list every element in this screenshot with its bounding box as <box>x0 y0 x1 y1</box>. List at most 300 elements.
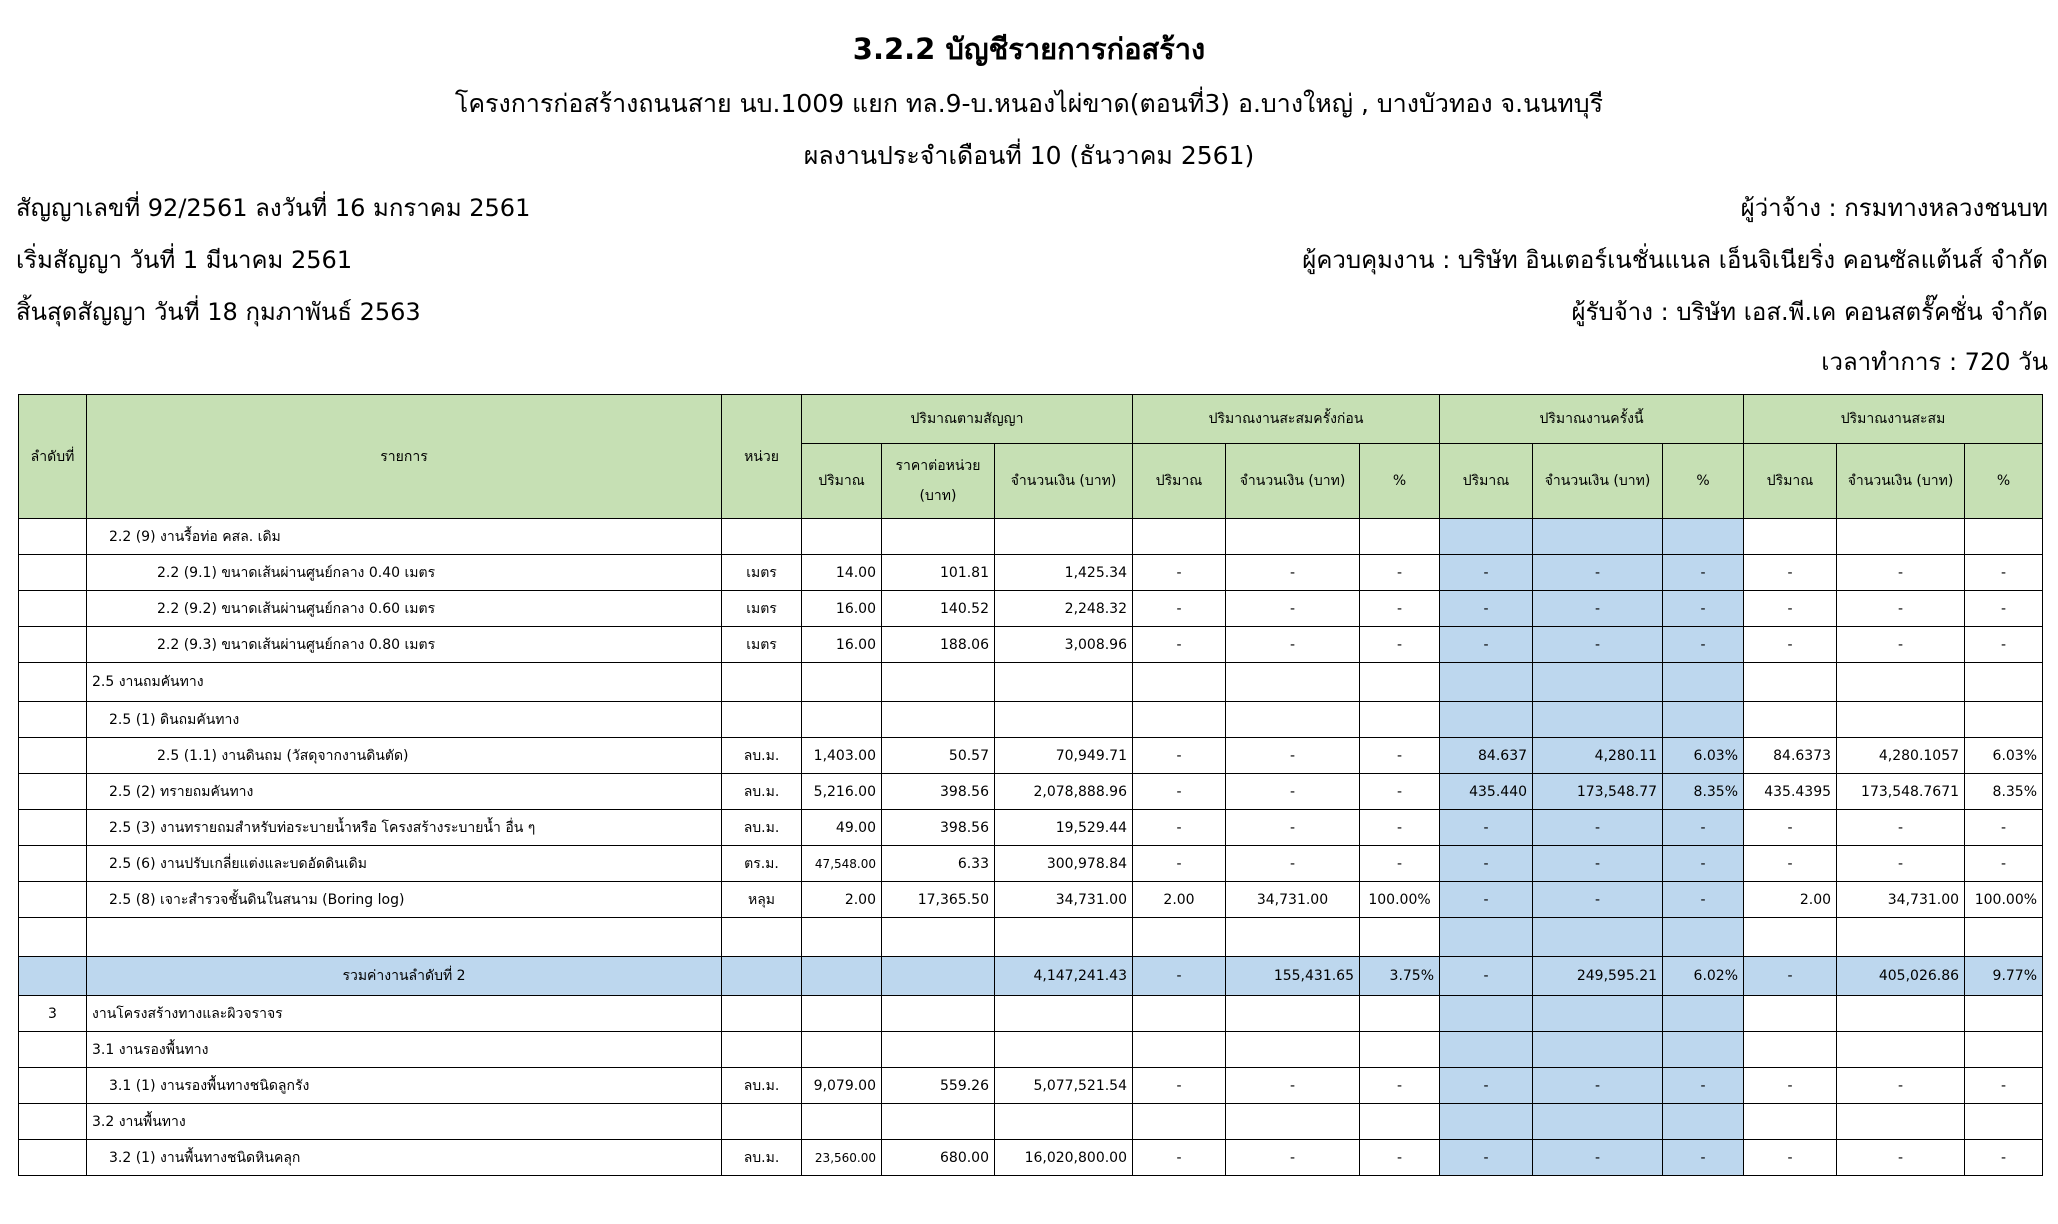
cell-cum-amount: - <box>1837 1140 1965 1176</box>
cell-cum-percent: 100.00% <box>1965 882 2043 918</box>
cell-cum-percent: 6.03% <box>1965 738 2043 774</box>
cell-no <box>19 519 87 555</box>
cell-item <box>87 918 722 957</box>
table-row <box>19 882 2043 918</box>
cell-cum-percent: - <box>1965 810 2043 846</box>
cell-cur-amount <box>1533 1104 1663 1140</box>
cell-prev-qty: - <box>1133 1068 1226 1104</box>
cell-unit <box>722 1032 802 1068</box>
cell-cum-qty: 84.6373 <box>1744 738 1837 774</box>
table-row <box>19 846 2043 882</box>
cell-contract-qty: 5,216.00 <box>802 774 882 810</box>
cell-unit: ลบ.ม. <box>722 774 802 810</box>
cell-cur-qty: - <box>1440 591 1533 627</box>
table-row <box>19 774 2043 810</box>
cell-item: 2.5 (2) ทรายถมคันทาง <box>87 774 722 810</box>
cell-unit-price: 559.26 <box>882 1068 995 1104</box>
cell-unit-price: 50.57 <box>882 738 995 774</box>
cell-cum-amount: 173,548.7671 <box>1837 774 1965 810</box>
cell-cum-qty: - <box>1744 810 1837 846</box>
cell-cur-percent: 8.35% <box>1663 774 1744 810</box>
cell-cum-percent: - <box>1965 1068 2043 1104</box>
cell-prev-qty: - <box>1133 555 1226 591</box>
cell-prev-qty: - <box>1133 591 1226 627</box>
cell-contract-qty <box>802 702 882 738</box>
cell-unit-price: 680.00 <box>882 1140 995 1176</box>
table-row <box>19 738 2043 774</box>
cell-cum-percent <box>1965 1032 2043 1068</box>
table-row <box>19 519 2043 555</box>
cell-prev-percent <box>1360 1032 1440 1068</box>
cell-cum-amount: - <box>1837 555 1965 591</box>
cell-prev-qty <box>1133 663 1226 702</box>
cell-contract-qty <box>802 519 882 555</box>
cell-item: 2.5 (1) ดินถมคันทาง <box>87 702 722 738</box>
cell-cur-amount: - <box>1533 1140 1663 1176</box>
cell-contract-amount <box>995 918 1133 957</box>
cell-prev-amount <box>1226 996 1360 1032</box>
col-contract-qty: ปริมาณ <box>802 444 882 519</box>
cell-cur-percent: - <box>1663 591 1744 627</box>
cell-cur-qty: - <box>1440 1140 1533 1176</box>
cell-no <box>19 663 87 702</box>
cell-cur-percent: - <box>1663 627 1744 663</box>
cell-cur-amount: 173,548.77 <box>1533 774 1663 810</box>
cell-cur-amount <box>1533 702 1663 738</box>
table-row <box>19 702 2043 738</box>
cell-no: 3 <box>19 996 87 1032</box>
cell-cur-percent: - <box>1663 1140 1744 1176</box>
cell-cur-percent: - <box>1663 846 1744 882</box>
group-previous: ปริมาณงานสะสมครั้งก่อน <box>1133 395 1440 444</box>
cell-cur-amount: - <box>1533 1068 1663 1104</box>
cell-prev-percent: 100.00% <box>1360 882 1440 918</box>
cell-unit <box>722 519 802 555</box>
total-cum-qty: - <box>1744 957 1837 996</box>
cell-unit: ลบ.ม. <box>722 810 802 846</box>
cell-cum-qty: - <box>1744 591 1837 627</box>
cell-contract-qty: 14.00 <box>802 555 882 591</box>
cell-cur-qty: - <box>1440 810 1533 846</box>
cell-prev-percent <box>1360 918 1440 957</box>
cell-item: 2.5 (8) เจาะสำรวจชั้นดินในสนาม (Boring log) <box>87 882 722 918</box>
cell-unit-price: 17,365.50 <box>882 882 995 918</box>
cell-prev-percent <box>1360 1104 1440 1140</box>
cell-item: 2.2 (9.2) ขนาดเส้นผ่านศูนย์กลาง 0.60 เมตร <box>87 591 722 627</box>
cell-prev-amount: - <box>1226 846 1360 882</box>
total-cur-qty: - <box>1440 957 1533 996</box>
cell-contract-amount <box>995 702 1133 738</box>
construction-items-table <box>18 394 2043 1176</box>
cell-unit: ลบ.ม. <box>722 1068 802 1104</box>
cell-prev-qty <box>1133 702 1226 738</box>
supervisor: ผู้ควบคุมงาน : บริษัท อินเตอร์เนชั่นแนล เอ็นจิเนียริ่ง คอนซัลแต้นส์ จำกัด <box>1302 246 2048 274</box>
table-row <box>19 555 2043 591</box>
cell-cur-percent <box>1663 1032 1744 1068</box>
table-row <box>19 627 2043 663</box>
cell-contract-amount <box>995 663 1133 702</box>
cell-cur-qty <box>1440 702 1533 738</box>
cell-unit-price <box>882 663 995 702</box>
cell-cum-percent: 8.35% <box>1965 774 2043 810</box>
cell-prev-qty <box>1133 1104 1226 1140</box>
cell-no <box>19 918 87 957</box>
cell-cum-amount: - <box>1837 627 1965 663</box>
col-contract-amount: จำนวนเงิน (บาท) <box>995 444 1133 519</box>
cell-prev-qty: - <box>1133 774 1226 810</box>
table-body-section-2 <box>19 519 2043 957</box>
total-label: รวมค่างานลำดับที่ 2 <box>87 957 722 996</box>
cell-item: 2.2 (9) งานรื้อท่อ คสล. เดิม <box>87 519 722 555</box>
cell-prev-percent: - <box>1360 1068 1440 1104</box>
total-cur-amount: 249,595.21 <box>1533 957 1663 996</box>
cell-contract-amount: 1,425.34 <box>995 555 1133 591</box>
cell-cur-qty <box>1440 663 1533 702</box>
cell-no <box>19 882 87 918</box>
cell-prev-qty: 2.00 <box>1133 882 1226 918</box>
cell-prev-percent: - <box>1360 627 1440 663</box>
cell-cum-amount <box>1837 1104 1965 1140</box>
cell-cum-percent <box>1965 663 2043 702</box>
cell-contract-amount: 16,020,800.00 <box>995 1140 1133 1176</box>
cell-cum-qty <box>1744 663 1837 702</box>
cell-no <box>19 555 87 591</box>
cell-cum-amount: - <box>1837 591 1965 627</box>
cell-prev-amount <box>1226 1032 1360 1068</box>
cell-prev-amount: - <box>1226 1068 1360 1104</box>
cell-cum-qty: - <box>1744 846 1837 882</box>
cell-item: 3.1 (1) งานรองพื้นทางชนิดลูกรัง <box>87 1068 722 1104</box>
cell-cur-percent <box>1663 519 1744 555</box>
cell-cum-percent <box>1965 996 2043 1032</box>
cell-contract-amount: 3,008.96 <box>995 627 1133 663</box>
table-row <box>19 996 2043 1032</box>
cell-prev-percent: - <box>1360 846 1440 882</box>
cell-prev-amount <box>1226 663 1360 702</box>
cell-cur-percent <box>1663 663 1744 702</box>
col-cur-amount: จำนวนเงิน (บาท) <box>1533 444 1663 519</box>
cell-cum-qty <box>1744 1104 1837 1140</box>
group-contract: ปริมาณตามสัญญา <box>802 395 1133 444</box>
total-price <box>882 957 995 996</box>
contract-start: เริ่มสัญญา วันที่ 1 มีนาคม 2561 <box>16 246 353 274</box>
cell-cur-qty: - <box>1440 882 1533 918</box>
cell-prev-amount: 34,731.00 <box>1226 882 1360 918</box>
cell-no <box>19 1032 87 1068</box>
cell-prev-amount: - <box>1226 738 1360 774</box>
cell-cur-amount: - <box>1533 846 1663 882</box>
cell-cum-qty <box>1744 702 1837 738</box>
cell-cur-percent <box>1663 996 1744 1032</box>
cell-cur-qty: 84.637 <box>1440 738 1533 774</box>
cell-prev-percent: - <box>1360 591 1440 627</box>
cell-contract-qty: 16.00 <box>802 627 882 663</box>
cell-prev-amount: - <box>1226 810 1360 846</box>
cell-cum-amount: - <box>1837 846 1965 882</box>
cell-prev-amount: - <box>1226 774 1360 810</box>
cell-cur-amount <box>1533 996 1663 1032</box>
cell-unit-price: 101.81 <box>882 555 995 591</box>
cell-unit-price <box>882 1032 995 1068</box>
cell-contract-amount <box>995 1032 1133 1068</box>
cell-prev-qty: - <box>1133 627 1226 663</box>
cell-cum-percent: - <box>1965 1140 2043 1176</box>
cell-unit <box>722 918 802 957</box>
cell-item: 2.5 (1.1) งานดินถม (วัสดุจากงานดินตัด) <box>87 738 722 774</box>
cell-no <box>19 846 87 882</box>
project-name: โครงการก่อสร้างถนนสาย นบ.1009 แยก ทล.9-บ.หนองไผ่ขาด(ตอนที่3) อ.บางใหญ่ , บางบัวทอง จ.นนทบุรี <box>454 89 1604 118</box>
cell-cur-percent: 6.03% <box>1663 738 1744 774</box>
cell-unit <box>722 1104 802 1140</box>
total-no <box>19 957 87 996</box>
cell-contract-amount <box>995 996 1133 1032</box>
cell-item: 2.2 (9.3) ขนาดเส้นผ่านศูนย์กลาง 0.80 เมตร <box>87 627 722 663</box>
col-prev-amount: จำนวนเงิน (บาท) <box>1226 444 1360 519</box>
cell-cum-percent: - <box>1965 846 2043 882</box>
cell-prev-percent <box>1360 996 1440 1032</box>
cell-prev-amount <box>1226 918 1360 957</box>
cell-prev-amount <box>1226 519 1360 555</box>
cell-contract-amount: 2,248.32 <box>995 591 1133 627</box>
cell-item: 3.1 งานรองพื้นทาง <box>87 1032 722 1068</box>
cell-no <box>19 591 87 627</box>
work-duration: เวลาทำการ : 720 วัน <box>1821 348 2048 376</box>
cell-cum-amount: - <box>1837 810 1965 846</box>
cell-unit-price: 398.56 <box>882 810 995 846</box>
cell-contract-qty: 1,403.00 <box>802 738 882 774</box>
table-row <box>19 1140 2043 1176</box>
cell-cum-qty: 435.4395 <box>1744 774 1837 810</box>
total-prev-amount: 155,431.65 <box>1226 957 1360 996</box>
contract-number: สัญญาเลขที่ 92/2561 ลงวันที่ 16 มกราคม 2561 <box>16 194 531 222</box>
cell-prev-percent <box>1360 519 1440 555</box>
cell-no <box>19 810 87 846</box>
cell-prev-qty: - <box>1133 810 1226 846</box>
cell-cum-amount <box>1837 519 1965 555</box>
cell-cur-amount: - <box>1533 810 1663 846</box>
cell-contract-amount: 19,529.44 <box>995 810 1133 846</box>
cell-prev-percent: - <box>1360 738 1440 774</box>
cell-cum-amount <box>1837 1032 1965 1068</box>
cell-cur-qty: - <box>1440 627 1533 663</box>
cell-cum-qty <box>1744 918 1837 957</box>
cell-cum-percent <box>1965 918 2043 957</box>
col-prev-percent: % <box>1360 444 1440 519</box>
col-cum-amount: จำนวนเงิน (บาท) <box>1837 444 1965 519</box>
cell-item: 3.2 (1) งานพื้นทางชนิดหินคลุก <box>87 1140 722 1176</box>
cell-contract-qty <box>802 663 882 702</box>
total-cum-amount: 405,026.86 <box>1837 957 1965 996</box>
total-prev-percent: 3.75% <box>1360 957 1440 996</box>
cell-unit <box>722 663 802 702</box>
cell-unit: หลุม <box>722 882 802 918</box>
table-row <box>19 918 2043 957</box>
cell-cur-qty <box>1440 1032 1533 1068</box>
cell-cur-amount: - <box>1533 627 1663 663</box>
cell-prev-percent: - <box>1360 1140 1440 1176</box>
cell-cur-percent: - <box>1663 555 1744 591</box>
cell-cum-percent <box>1965 702 2043 738</box>
cell-item: 3.2 งานพื้นทาง <box>87 1104 722 1140</box>
document-title: 3.2.2 บัญชีรายการก่อสร้าง <box>852 32 1206 66</box>
cell-prev-percent: - <box>1360 774 1440 810</box>
cell-cur-qty <box>1440 519 1533 555</box>
col-no: ลำดับที่ <box>19 395 87 519</box>
cell-cur-qty <box>1440 1104 1533 1140</box>
cell-cum-percent: - <box>1965 591 2043 627</box>
cell-unit-price <box>882 1104 995 1140</box>
cell-prev-percent: - <box>1360 810 1440 846</box>
cell-contract-qty <box>802 1032 882 1068</box>
total-unit <box>722 957 802 996</box>
cell-unit: เมตร <box>722 591 802 627</box>
cell-unit: ลบ.ม. <box>722 738 802 774</box>
total-contract-amount: 4,147,241.43 <box>995 957 1133 996</box>
table-row <box>19 1104 2043 1140</box>
cell-prev-qty: - <box>1133 846 1226 882</box>
cell-cum-qty: - <box>1744 1068 1837 1104</box>
cell-contract-qty: 49.00 <box>802 810 882 846</box>
cell-no <box>19 738 87 774</box>
group-current: ปริมาณงานครั้งนี้ <box>1440 395 1744 444</box>
cell-contract-amount: 34,731.00 <box>995 882 1133 918</box>
cell-cur-amount <box>1533 519 1663 555</box>
contract-end: สิ้นสุดสัญญา วันที่ 18 กุมภาพันธ์ 2563 <box>16 298 421 326</box>
col-cum-percent: % <box>1965 444 2043 519</box>
cell-contract-qty: 16.00 <box>802 591 882 627</box>
cell-cur-amount: - <box>1533 591 1663 627</box>
cell-cur-qty: - <box>1440 1068 1533 1104</box>
cell-contract-qty <box>802 996 882 1032</box>
cell-cum-qty: - <box>1744 1140 1837 1176</box>
col-item: รายการ <box>87 395 722 519</box>
cell-unit: เมตร <box>722 627 802 663</box>
cell-cum-qty: 2.00 <box>1744 882 1837 918</box>
cell-contract-qty: 47,548.00 <box>802 846 882 882</box>
cell-cur-percent <box>1663 918 1744 957</box>
cell-cur-amount: 4,280.11 <box>1533 738 1663 774</box>
cell-unit-price: 140.52 <box>882 591 995 627</box>
col-prev-qty: ปริมาณ <box>1133 444 1226 519</box>
cell-cum-qty <box>1744 996 1837 1032</box>
cell-no <box>19 1104 87 1140</box>
cell-contract-amount: 5,077,521.54 <box>995 1068 1133 1104</box>
total-row <box>19 957 2043 996</box>
col-unit-price: ราคาต่อหน่วย (บาท) <box>882 444 995 519</box>
cell-contract-amount: 2,078,888.96 <box>995 774 1133 810</box>
cell-prev-percent: - <box>1360 555 1440 591</box>
contractor: ผู้รับจ้าง : บริษัท เอส.พี.เค คอนสตรั๊คชั่น จำกัด <box>1571 298 2048 326</box>
cell-prev-qty <box>1133 519 1226 555</box>
cell-prev-amount: - <box>1226 1140 1360 1176</box>
cell-cum-amount <box>1837 996 1965 1032</box>
cell-unit-price: 6.33 <box>882 846 995 882</box>
cell-cum-amount: - <box>1837 1068 1965 1104</box>
cell-item: 2.5 (3) งานทรายถมสำหรับท่อระบายน้ำหรือ โครงสร้างระบายน้ำ อื่น ๆ <box>87 810 722 846</box>
cell-cur-amount <box>1533 1032 1663 1068</box>
cell-prev-qty: - <box>1133 1140 1226 1176</box>
cell-unit-price <box>882 702 995 738</box>
cell-unit <box>722 702 802 738</box>
cell-no <box>19 702 87 738</box>
cell-prev-qty: - <box>1133 738 1226 774</box>
cell-cur-amount <box>1533 663 1663 702</box>
cell-contract-amount: 70,949.71 <box>995 738 1133 774</box>
cell-prev-qty <box>1133 996 1226 1032</box>
cell-unit <box>722 996 802 1032</box>
cell-unit: เมตร <box>722 555 802 591</box>
cell-item: 2.5 (6) งานปรับเกลี่ยแต่งและบดอัดดินเดิม <box>87 846 722 882</box>
cell-cum-qty: - <box>1744 627 1837 663</box>
cell-cur-percent: - <box>1663 810 1744 846</box>
cell-cur-percent: - <box>1663 1068 1744 1104</box>
cell-item: 2.5 งานถมคันทาง <box>87 663 722 702</box>
table-row <box>19 591 2043 627</box>
table-body-section-3 <box>19 996 2043 1176</box>
cell-prev-amount: - <box>1226 555 1360 591</box>
cell-prev-percent <box>1360 702 1440 738</box>
cell-prev-percent <box>1360 663 1440 702</box>
col-cur-qty: ปริมาณ <box>1440 444 1533 519</box>
table-row <box>19 1068 2043 1104</box>
cell-contract-qty <box>802 1104 882 1140</box>
table-row <box>19 1032 2043 1068</box>
cell-cur-amount: - <box>1533 555 1663 591</box>
cell-cur-percent <box>1663 1104 1744 1140</box>
cell-unit: ลบ.ม. <box>722 1140 802 1176</box>
cell-prev-qty <box>1133 1032 1226 1068</box>
cell-unit-price: 188.06 <box>882 627 995 663</box>
cell-cur-qty: - <box>1440 555 1533 591</box>
table-row <box>19 663 2043 702</box>
cell-contract-amount <box>995 519 1133 555</box>
cell-contract-qty <box>802 918 882 957</box>
cell-contract-amount <box>995 1104 1133 1140</box>
cell-contract-qty: 9,079.00 <box>802 1068 882 1104</box>
cell-prev-amount <box>1226 1104 1360 1140</box>
cell-cum-qty <box>1744 519 1837 555</box>
employer: ผู้ว่าจ้าง : กรมทางหลวงชนบท <box>1740 194 2048 222</box>
col-cur-percent: % <box>1663 444 1744 519</box>
col-cum-qty: ปริมาณ <box>1744 444 1837 519</box>
cell-cur-percent: - <box>1663 882 1744 918</box>
cell-cum-amount: 34,731.00 <box>1837 882 1965 918</box>
total-cum-percent: 9.77% <box>1965 957 2043 996</box>
cell-cum-amount <box>1837 663 1965 702</box>
cell-unit-price <box>882 918 995 957</box>
cell-cur-percent <box>1663 702 1744 738</box>
cell-contract-qty: 2.00 <box>802 882 882 918</box>
table-row <box>19 810 2043 846</box>
cell-no <box>19 627 87 663</box>
total-qty <box>802 957 882 996</box>
cell-cum-percent <box>1965 1104 2043 1140</box>
cell-unit: ตร.ม. <box>722 846 802 882</box>
cell-unit-price: 398.56 <box>882 774 995 810</box>
cell-cum-qty: - <box>1744 555 1837 591</box>
cell-unit-price <box>882 519 995 555</box>
cell-cum-amount <box>1837 918 1965 957</box>
cell-cum-amount <box>1837 702 1965 738</box>
cell-prev-amount <box>1226 702 1360 738</box>
cell-prev-amount: - <box>1226 591 1360 627</box>
cell-cur-qty: 435.440 <box>1440 774 1533 810</box>
cell-no <box>19 1068 87 1104</box>
total-section <box>19 957 2043 996</box>
cell-prev-amount: - <box>1226 627 1360 663</box>
table-header <box>19 395 2043 519</box>
cell-cum-qty <box>1744 1032 1837 1068</box>
